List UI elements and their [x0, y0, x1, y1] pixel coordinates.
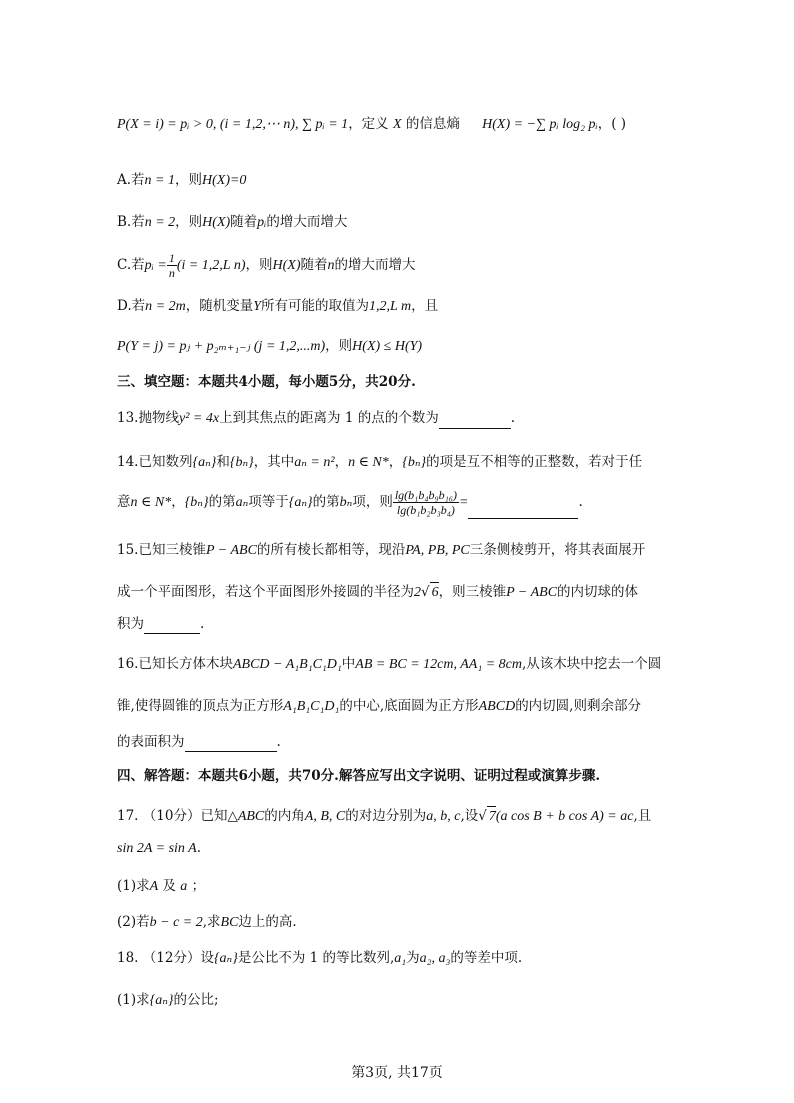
text: 17. （10分）已知△: [117, 808, 238, 824]
question-14-line2: [117, 486, 583, 519]
answer-paren: ，( ): [597, 116, 627, 132]
text: 13.抛物线: [117, 410, 179, 426]
option-d: [117, 296, 438, 317]
math: AB = BC = 12cm, AA₁ = 8cm: [355, 657, 522, 672]
math: {bₙ}: [229, 455, 254, 470]
math: aₙ = n²: [294, 455, 335, 470]
text: (1)求: [117, 878, 150, 894]
fraction: [167, 251, 177, 280]
text: 的增大而增大: [266, 214, 348, 230]
text: 的内切圆,则剩余部分: [515, 698, 641, 714]
math: pᵢ =: [144, 258, 167, 273]
numerator: lg(b₁b₄b₉b₁₆): [394, 488, 458, 502]
math: PA, PB, PC: [405, 543, 470, 558]
text: 18. （12分）设: [117, 950, 214, 966]
math: A, B, C: [304, 809, 346, 824]
section-heading-solutions: 四、解答题：本题共6小题，共70分.解答应写出文字说明、证明过程或演算步骤.: [117, 768, 601, 784]
text: 的中心,底面圆为正方形: [339, 698, 479, 714]
sqrt-symbol: √: [478, 808, 487, 824]
math: A: [149, 879, 159, 894]
math: n = 1: [144, 173, 175, 188]
q12-definition-line: [117, 114, 626, 135]
text: 随着: [230, 214, 258, 230]
text: 的信息熵: [405, 116, 460, 132]
text: ,求: [202, 914, 221, 930]
question-13: [117, 408, 515, 429]
question-15-line1: [117, 540, 645, 561]
math: {aₙ}: [192, 455, 217, 470]
text: 及: [162, 878, 176, 894]
math: {aₙ}: [288, 495, 313, 510]
text: 随着: [300, 257, 328, 273]
denominator: lg(b₁b₂b₃b₄): [396, 503, 455, 517]
math: n = 2m: [145, 299, 186, 314]
text: 的对边分别为: [345, 808, 427, 824]
text: 14.已知数列: [117, 454, 193, 470]
text: 是公比不为 1 的等比数列,: [237, 950, 395, 966]
math: a₁: [394, 951, 407, 966]
answer-blank[interactable]: [439, 414, 511, 429]
math: y² = 4x: [178, 411, 220, 426]
prob-condition: P(X = i) = pᵢ > 0, (i = 1,2,⋯ n), ∑ pᵢ = 1: [117, 117, 349, 132]
math: 2: [414, 585, 421, 600]
text: 的内角: [264, 808, 305, 824]
radicand: 7: [487, 806, 496, 827]
math: pᵢ: [257, 215, 267, 230]
text: 成一个平面图形，若这个平面图形外接圆的半径为: [117, 584, 414, 600]
math: (a cos B + b cos A) = ac: [495, 809, 634, 824]
question-16-line1: [117, 654, 661, 675]
text: (2)若: [117, 914, 150, 930]
text: 所有可能的取值为: [261, 298, 369, 314]
math: {aₙ}: [149, 993, 174, 1008]
math: n ∈ N*: [130, 495, 172, 510]
text: .: [276, 734, 281, 750]
text: 的表面积为: [117, 734, 185, 750]
text: (1)求: [117, 992, 150, 1008]
math: ABCD − A₁B₁C₁D₁: [232, 657, 342, 672]
text: 意: [117, 494, 131, 510]
math: a, b, c: [426, 809, 461, 824]
question-16-line2: [117, 696, 641, 717]
math: P − ABC: [205, 543, 257, 558]
math: ABCD: [478, 699, 516, 714]
math: sin 2A = sin A: [117, 841, 197, 856]
math: BC: [220, 915, 239, 930]
question-15-line3: [117, 614, 204, 634]
math: {bₙ}: [402, 455, 427, 470]
text: ，: [171, 494, 185, 510]
radicand: 6: [430, 582, 439, 603]
text: 的等差中项.: [450, 950, 523, 966]
text: ；: [191, 878, 206, 894]
math: {aₙ}: [213, 951, 238, 966]
text: .: [578, 494, 583, 510]
text: 项等于: [248, 494, 289, 510]
math: n ∈ N*: [348, 455, 389, 470]
entropy-formula: H(X) = −∑ pᵢ log₂ pᵢ: [482, 117, 598, 132]
answer-blank[interactable]: [468, 504, 578, 519]
text: ，: [334, 454, 349, 470]
option-d-line2: [117, 336, 422, 357]
text: 的第: [312, 494, 340, 510]
text: .: [200, 616, 205, 632]
text: ，其中: [253, 454, 295, 470]
question-17-part2: [117, 912, 297, 933]
label: D.若: [117, 298, 146, 314]
text: ，且: [411, 298, 439, 314]
text: ,从该木块中挖去一个圆: [521, 656, 662, 672]
text: 的项是互不相等的正整数，若对于任: [426, 454, 643, 470]
text: 的公比;: [173, 992, 219, 1008]
math: {bₙ}: [184, 495, 209, 510]
math: n: [327, 258, 335, 273]
question-17-part1: [117, 876, 205, 897]
text: ，则: [245, 257, 273, 273]
text: 项，则: [352, 494, 393, 510]
math: A₁B₁C₁D₁: [283, 699, 340, 714]
denominator: n: [168, 266, 175, 280]
var-x: X: [392, 117, 402, 132]
text: 三条侧棱剪开，将其表面展开: [469, 542, 646, 558]
section-heading-fill-in: 三、填空题：本题共4小题，每小题5分，共20分.: [117, 374, 416, 390]
math: a: [180, 879, 188, 894]
text: 边上的高.: [238, 914, 297, 930]
text: 16.已知长方体木块: [117, 656, 233, 672]
question-17-line1: [117, 806, 651, 827]
math: ABC: [237, 809, 265, 824]
text: 上到其焦点的距离为 1 的点的个数为: [219, 410, 439, 426]
math: n = 2: [144, 215, 176, 230]
question-15-line2: [117, 582, 638, 603]
question-18-part1: [117, 990, 219, 1011]
math: P(Y = j) = pⱼ + p₂ₘ₊₁₋ⱼ (j = 1,2,...m): [117, 339, 326, 354]
math: H(X)=0: [202, 173, 247, 188]
label: A.若: [117, 172, 145, 188]
math: aₙ: [235, 495, 249, 510]
math: (i = 1,2,L n): [176, 258, 246, 273]
text: .: [196, 840, 202, 856]
text: ，随机变量: [185, 298, 254, 314]
text: ,且: [633, 808, 652, 824]
text: 中: [341, 656, 356, 672]
text: ，则: [325, 338, 353, 354]
math: H(X): [272, 258, 301, 273]
text: ，: [388, 454, 403, 470]
text: 的增大而增大: [334, 257, 416, 273]
math: bₙ: [339, 495, 353, 510]
text: ，则: [175, 172, 202, 188]
log-fraction: [393, 488, 459, 517]
option-b: [117, 212, 347, 233]
text: 的内切球的体: [557, 584, 639, 600]
math: a₂, a₃: [419, 951, 451, 966]
label: B.若: [117, 214, 145, 230]
question-16-line3: [117, 732, 281, 752]
math: H(X): [202, 215, 231, 230]
math: =: [459, 495, 469, 510]
label: C.若: [117, 257, 145, 273]
text: 锥,使得圆锥的顶点为正方形: [117, 698, 284, 714]
text: 的所有棱长都相等，现沿: [256, 542, 406, 558]
text: 15.已知三棱锥: [117, 542, 206, 558]
text: 的第: [208, 494, 236, 510]
text: 积为: [117, 616, 144, 632]
text: ,设: [460, 808, 479, 824]
math: Y: [253, 299, 261, 314]
sqrt-symbol: √: [421, 584, 430, 600]
answer-blank[interactable]: [185, 737, 277, 752]
math: b − c = 2: [149, 915, 203, 930]
text: .: [510, 410, 516, 426]
page-footer: 第3页, 共17页: [351, 1065, 443, 1081]
numerator: 1: [168, 251, 175, 265]
math: 1,2,L m: [369, 299, 412, 314]
text: 为: [406, 950, 420, 966]
math: P − ABC: [506, 585, 558, 600]
text: ，定义: [348, 116, 389, 132]
option-c: [117, 250, 416, 281]
text: 和: [216, 454, 230, 470]
answer-blank[interactable]: [144, 619, 200, 634]
question-17-line2: [117, 838, 201, 859]
math: H(X) ≤ H(Y): [352, 339, 423, 354]
question-14-line1: [117, 452, 642, 473]
option-a: [117, 170, 246, 191]
text: ，则: [175, 214, 203, 230]
text: ，则三棱锥: [438, 584, 507, 600]
question-18-line1: [117, 948, 522, 969]
